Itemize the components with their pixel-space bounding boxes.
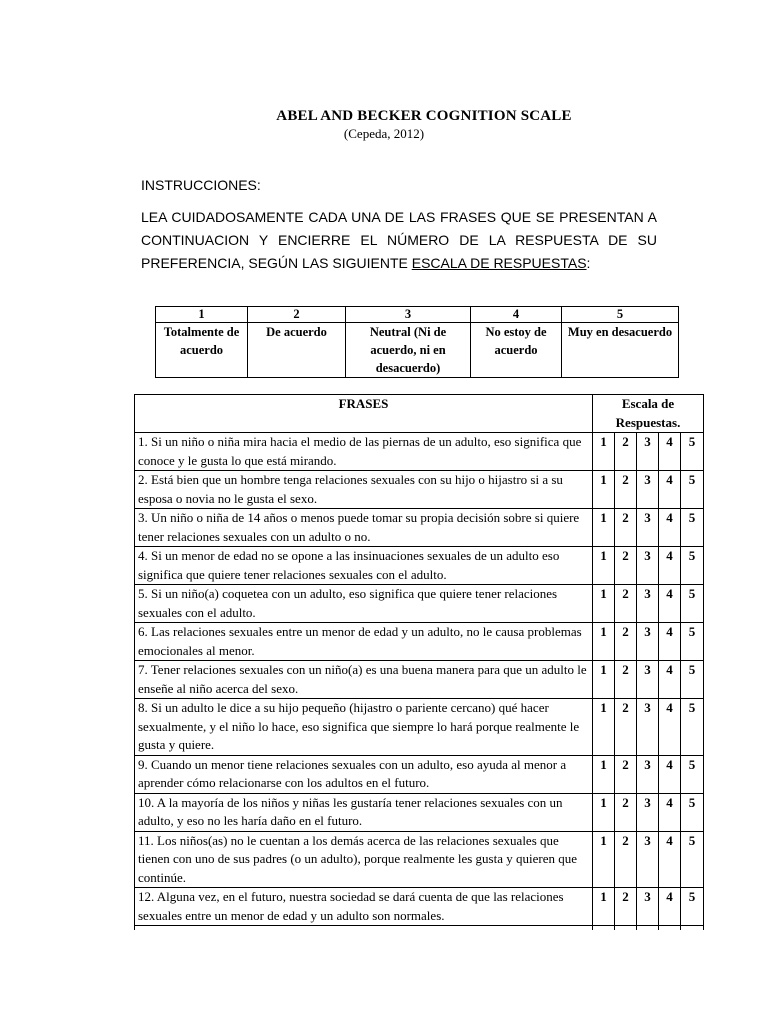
statement-text: 8. Si un adulto le dice a su hijo pequeño (hijastro o pariente cercano) qué hacer sexualmente, y el niño lo hace, eso significa que siempre lo hará porque realmente le gusta y quiere. [135, 699, 593, 756]
statement-row [135, 585, 704, 623]
scale-label: Totalmente de acuerdo [156, 323, 248, 378]
instructions-body: LEA CUIDADOSAMENTE CADA UNA DE LAS FRASES QUE SE PRESENTAN A CONTINUACION Y ENCIERRE EL NÚMERO DE LA RESPUESTA DE SU PREFERENCIA, SEGÚN LAS SIGUIENTE [141, 209, 657, 271]
statement-text: 6. Las relaciones sexuales entre un menor de edad y un adulto, no le causa problemas emocionales al menor. [135, 623, 593, 661]
response-option[interactable]: 4 [659, 699, 681, 756]
response-option[interactable]: 5 [681, 623, 704, 661]
response-option[interactable]: 2 [615, 793, 637, 831]
scale-number: 5 [562, 307, 679, 323]
scale-number: 1 [156, 307, 248, 323]
scale-reference: ESCALA DE RESPUESTAS [411, 255, 587, 271]
response-option[interactable]: 3 [637, 585, 659, 623]
response-option[interactable]: 2 [615, 433, 637, 471]
scale-label: De acuerdo [248, 323, 346, 378]
response-option[interactable]: 4 [659, 585, 681, 623]
response-option[interactable]: 1 [593, 888, 615, 926]
response-option[interactable]: 1 [593, 661, 615, 699]
statement-row [135, 471, 704, 509]
statement-row [135, 831, 704, 888]
citation [0, 126, 768, 142]
response-option[interactable]: 5 [681, 793, 704, 831]
statement-row [135, 623, 704, 661]
citation-text: (Cepeda, 2012) [343, 126, 425, 141]
response-option[interactable]: 4 [659, 755, 681, 793]
response-option[interactable]: 5 [681, 433, 704, 471]
response-option[interactable]: 1 [593, 699, 615, 756]
response-option[interactable]: 3 [637, 509, 659, 547]
response-option[interactable]: 1 [593, 509, 615, 547]
scale-number: 2 [248, 307, 346, 323]
statement-text: 4. Si un menor de edad no se opone a las insinuaciones sexuales de un adulto eso significa que quiere tener relaciones sexuales con el adulto. [135, 547, 593, 585]
instructions-colon: : [586, 255, 591, 271]
document-title: ABEL AND BECKER COGNITION SCALE [276, 108, 572, 124]
statement-row [135, 661, 704, 699]
instructions-text [141, 206, 657, 275]
response-option[interactable]: 3 [637, 831, 659, 888]
response-option[interactable]: 3 [637, 888, 659, 926]
response-option[interactable]: 4 [659, 831, 681, 888]
statement-text: 3. Un niño o niña de 14 años o menos puede tomar su propia decisión sobre si quiere tener relaciones sexuales con un adulto o no. [135, 509, 593, 547]
response-option[interactable]: 3 [637, 699, 659, 756]
statement-text: 1. Si un niño o niña mira hacia el medio de las piernas de un adulto, eso significa que conoce y le gusta lo que está mirando. [135, 433, 593, 471]
statement-text: 5. Si un niño(a) coquetea con un adulto, eso significa que quiere tener relaciones sexuales con el adulto. [135, 585, 593, 623]
response-option[interactable]: 5 [681, 661, 704, 699]
statement-row [135, 755, 704, 793]
response-option[interactable]: 4 [659, 547, 681, 585]
response-option[interactable]: 4 [659, 471, 681, 509]
statement-row [135, 888, 704, 926]
statement-row [135, 699, 704, 756]
response-option[interactable]: 4 [659, 661, 681, 699]
scale-label: No estoy de acuerdo [471, 323, 562, 378]
response-option[interactable]: 3 [637, 755, 659, 793]
response-option[interactable]: 1 [593, 585, 615, 623]
response-option[interactable]: 3 [637, 547, 659, 585]
instructions-heading: INSTRUCCIONES: [141, 177, 261, 193]
response-option[interactable]: 2 [615, 755, 637, 793]
response-option[interactable]: 4 [659, 509, 681, 547]
response-option[interactable]: 1 [593, 623, 615, 661]
response-option[interactable]: 5 [681, 509, 704, 547]
escala-header: Escala de Respuestas. [593, 395, 704, 433]
statement-row [135, 547, 704, 585]
response-option[interactable]: 2 [615, 699, 637, 756]
response-option[interactable]: 2 [615, 831, 637, 888]
response-option[interactable]: 1 [593, 433, 615, 471]
response-option[interactable]: 3 [637, 793, 659, 831]
scale-number: 3 [346, 307, 471, 323]
scale-label: Neutral (Ni de acuerdo, ni en desacuerdo) [346, 323, 471, 378]
response-option[interactable]: 4 [659, 793, 681, 831]
response-option[interactable]: 5 [681, 831, 704, 888]
response-scale-table [155, 306, 679, 378]
response-option[interactable]: 2 [615, 623, 637, 661]
response-option[interactable]: 1 [593, 831, 615, 888]
response-option[interactable]: 1 [593, 471, 615, 509]
response-option[interactable]: 4 [659, 433, 681, 471]
scale-number: 4 [471, 307, 562, 323]
response-option[interactable]: 3 [637, 661, 659, 699]
statement-text: 11. Los niños(as) no le cuentan a los demás acerca de las relaciones sexuales que tienen con uno de sus padres (o un adulto), porque realmente les gusta y quieren que continúe. [135, 831, 593, 888]
response-option[interactable]: 1 [593, 547, 615, 585]
statements-table [134, 394, 704, 946]
scale-label: Muy en desacuerdo [562, 323, 679, 378]
response-option[interactable]: 3 [637, 471, 659, 509]
response-option[interactable]: 5 [681, 471, 704, 509]
response-option[interactable]: 3 [637, 623, 659, 661]
response-option[interactable]: 2 [615, 888, 637, 926]
statement-row [135, 509, 704, 547]
statement-row [135, 433, 704, 471]
response-option[interactable]: 1 [593, 793, 615, 831]
response-option[interactable]: 5 [681, 699, 704, 756]
response-option[interactable]: 2 [615, 471, 637, 509]
response-option[interactable]: 2 [615, 509, 637, 547]
response-option[interactable]: 4 [659, 623, 681, 661]
statement-text: 2. Está bien que un hombre tenga relaciones sexuales con su hijo o hijastro si a su esposa o novia no le gusta el sexo. [135, 471, 593, 509]
response-option[interactable]: 2 [615, 585, 637, 623]
response-option[interactable]: 5 [681, 888, 704, 926]
response-option[interactable]: 2 [615, 661, 637, 699]
statement-text: 9. Cuando un menor tiene relaciones sexuales con un adulto, eso ayuda al menor a aprender cómo relacionarse con los adultos en el futuro. [135, 755, 593, 793]
response-option[interactable]: 4 [659, 888, 681, 926]
response-option[interactable]: 2 [615, 547, 637, 585]
response-option[interactable]: 5 [681, 585, 704, 623]
statement-text: 10. A la mayoría de los niños y niñas les gustaría tener relaciones sexuales con un adulto, y eso no les haría daño en el futuro. [135, 793, 593, 831]
response-option[interactable]: 3 [637, 433, 659, 471]
response-option[interactable]: 1 [593, 755, 615, 793]
statement-text: 7. Tener relaciones sexuales con un niño(a) es una buena manera para que un adulto le enseñe al niño acerca del sexo. [135, 661, 593, 699]
frases-header: FRASES [135, 395, 593, 433]
response-option[interactable]: 5 [681, 547, 704, 585]
statement-row [135, 793, 704, 831]
statement-text: 12. Alguna vez, en el futuro, nuestra sociedad se dará cuenta de que las relaciones sexuales entre un menor de edad y un adulto son normales. [135, 888, 593, 926]
response-option[interactable]: 5 [681, 755, 704, 793]
page-bottom-margin [0, 930, 768, 1024]
